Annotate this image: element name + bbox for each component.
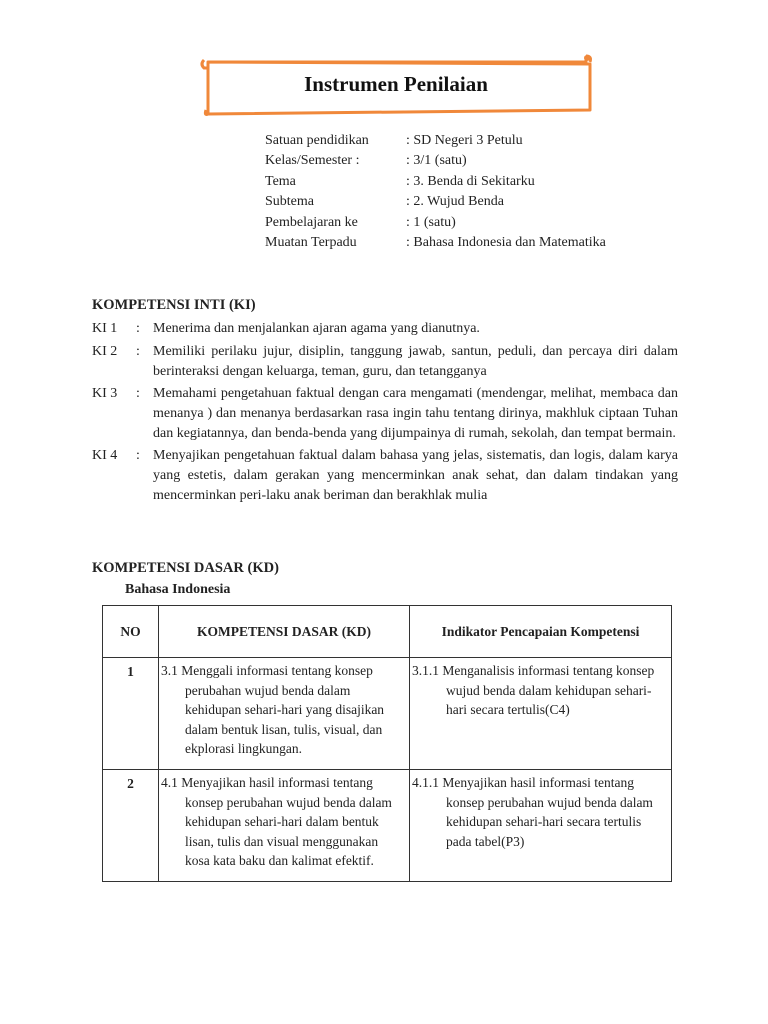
ki-code: KI 3 — [92, 386, 118, 401]
ki-text: Memahami pengetahuan faktual dengan cara mengamati (mendengar, melihat, membaca dan menanya ) dan menanya berdasarkan rasa ingin tahu tentang dirinya, makhluk ciptaan Tuhan dan kegiatannya, dan benda-benda yang dijumpainya di rumah, sekolah, dan tempat bermain. — [153, 386, 678, 441]
kd-cell — [159, 658, 410, 770]
meta-row — [265, 151, 606, 171]
ki-colon: : — [136, 386, 140, 401]
ki-colon: : — [136, 448, 140, 463]
meta-label: Kelas/Semester : — [265, 153, 360, 169]
meta-value: : 3. Benda di Sekitarku — [406, 173, 535, 189]
meta-value: : 1 (satu) — [406, 214, 456, 230]
kd-cell — [159, 769, 410, 881]
meta-label: Muatan Terpadu — [265, 235, 357, 251]
ki-item — [92, 342, 678, 382]
meta-value: : Bahasa Indonesia dan Matematika — [406, 235, 606, 251]
subject-title: Bahasa Indonesia — [125, 582, 231, 597]
table-row — [103, 769, 672, 881]
meta-label: Satuan pendidikan — [265, 133, 369, 148]
meta-row — [265, 172, 606, 192]
ki-item — [92, 384, 678, 444]
page-title: Instrumen Penilaian — [304, 72, 488, 96]
lesson-meta — [265, 131, 606, 253]
indikator-text: 4.1.1 Menyajikan hasil informasi tentang konsep perubahan wujud benda dalam kehidupan sehari-hari secara tertulis pada tabel(P3) — [412, 774, 653, 849]
ki-text: Menyajikan pengetahuan faktual dalam bahasa yang jelas, sistematis, dan logis, dalam karya yang estetis, dalam gerakan yang mencerminkan anak sehat, dan dalam tindakan yang mencerminkan peri-laku anak beriman dan berakhlak mulia — [153, 448, 678, 503]
indikator-cell — [410, 769, 672, 881]
kd-table — [102, 605, 672, 882]
ki-list — [92, 319, 678, 506]
meta-value: : 2. Wujud Benda — [406, 194, 504, 210]
table-header-row — [103, 606, 672, 658]
ki-code: KI 4 — [92, 448, 118, 463]
title-banner — [196, 52, 596, 118]
ki-colon: : — [136, 321, 140, 336]
ki-code: KI 2 — [92, 344, 118, 359]
ki-section-title: KOMPETENSI INTI (KI) — [92, 297, 256, 313]
kd-text: 4.1 Menyajikan hasil informasi tentang konsep perubahan wujud benda dalam kehidupan sehari-hari dalam bentuk lisan, tulis dan visual menggunakan kosa kata baku dan kalimat efektif. — [161, 774, 392, 869]
ki-text: Memiliki perilaku jujur, disiplin, tanggung jawab, santun, peduli, dan percaya diri dalam berinteraksi dengan keluarga, teman, guru, dan tetangganya — [153, 344, 678, 379]
meta-row — [265, 192, 606, 212]
header-no: NO — [103, 606, 159, 658]
indikator-text: 3.1.1 Menganalisis informasi tentang konsep wujud benda dalam kehidupan sehari-hari secara tertulis(C4) — [412, 663, 655, 718]
header-indikator: Indikator Pencapaian Kompetensi — [410, 606, 672, 658]
row-number: 2 — [103, 769, 159, 881]
meta-value: : 3/1 (satu) — [406, 153, 467, 169]
meta-label: Tema — [265, 173, 296, 189]
header-kd: KOMPETENSI DASAR (KD) — [159, 606, 410, 658]
table-row — [103, 658, 672, 770]
meta-label: Pembelajaran ke — [265, 214, 358, 230]
indikator-cell — [410, 658, 672, 770]
kd-section-title: KOMPETENSI DASAR (KD) — [92, 560, 279, 576]
meta-row — [265, 131, 606, 151]
ki-text: Menerima dan menjalankan ajaran agama yang dianutnya. — [153, 321, 480, 336]
ki-colon: : — [136, 344, 140, 359]
meta-label: Subtema — [265, 194, 314, 210]
meta-value: : SD Negeri 3 Petulu — [406, 133, 523, 148]
meta-row — [265, 213, 606, 233]
ki-code: KI 1 — [92, 321, 118, 336]
ki-item — [92, 446, 678, 506]
meta-row — [265, 233, 606, 253]
row-number: 1 — [103, 658, 159, 770]
kd-text: 3.1 Menggali informasi tentang konsep perubahan wujud benda dalam kehidupan sehari-hari yang disajikan dalam bentuk lisan, tulis, visual, dan ekplorasi lingkungan. — [161, 663, 385, 757]
ki-item — [92, 319, 678, 339]
